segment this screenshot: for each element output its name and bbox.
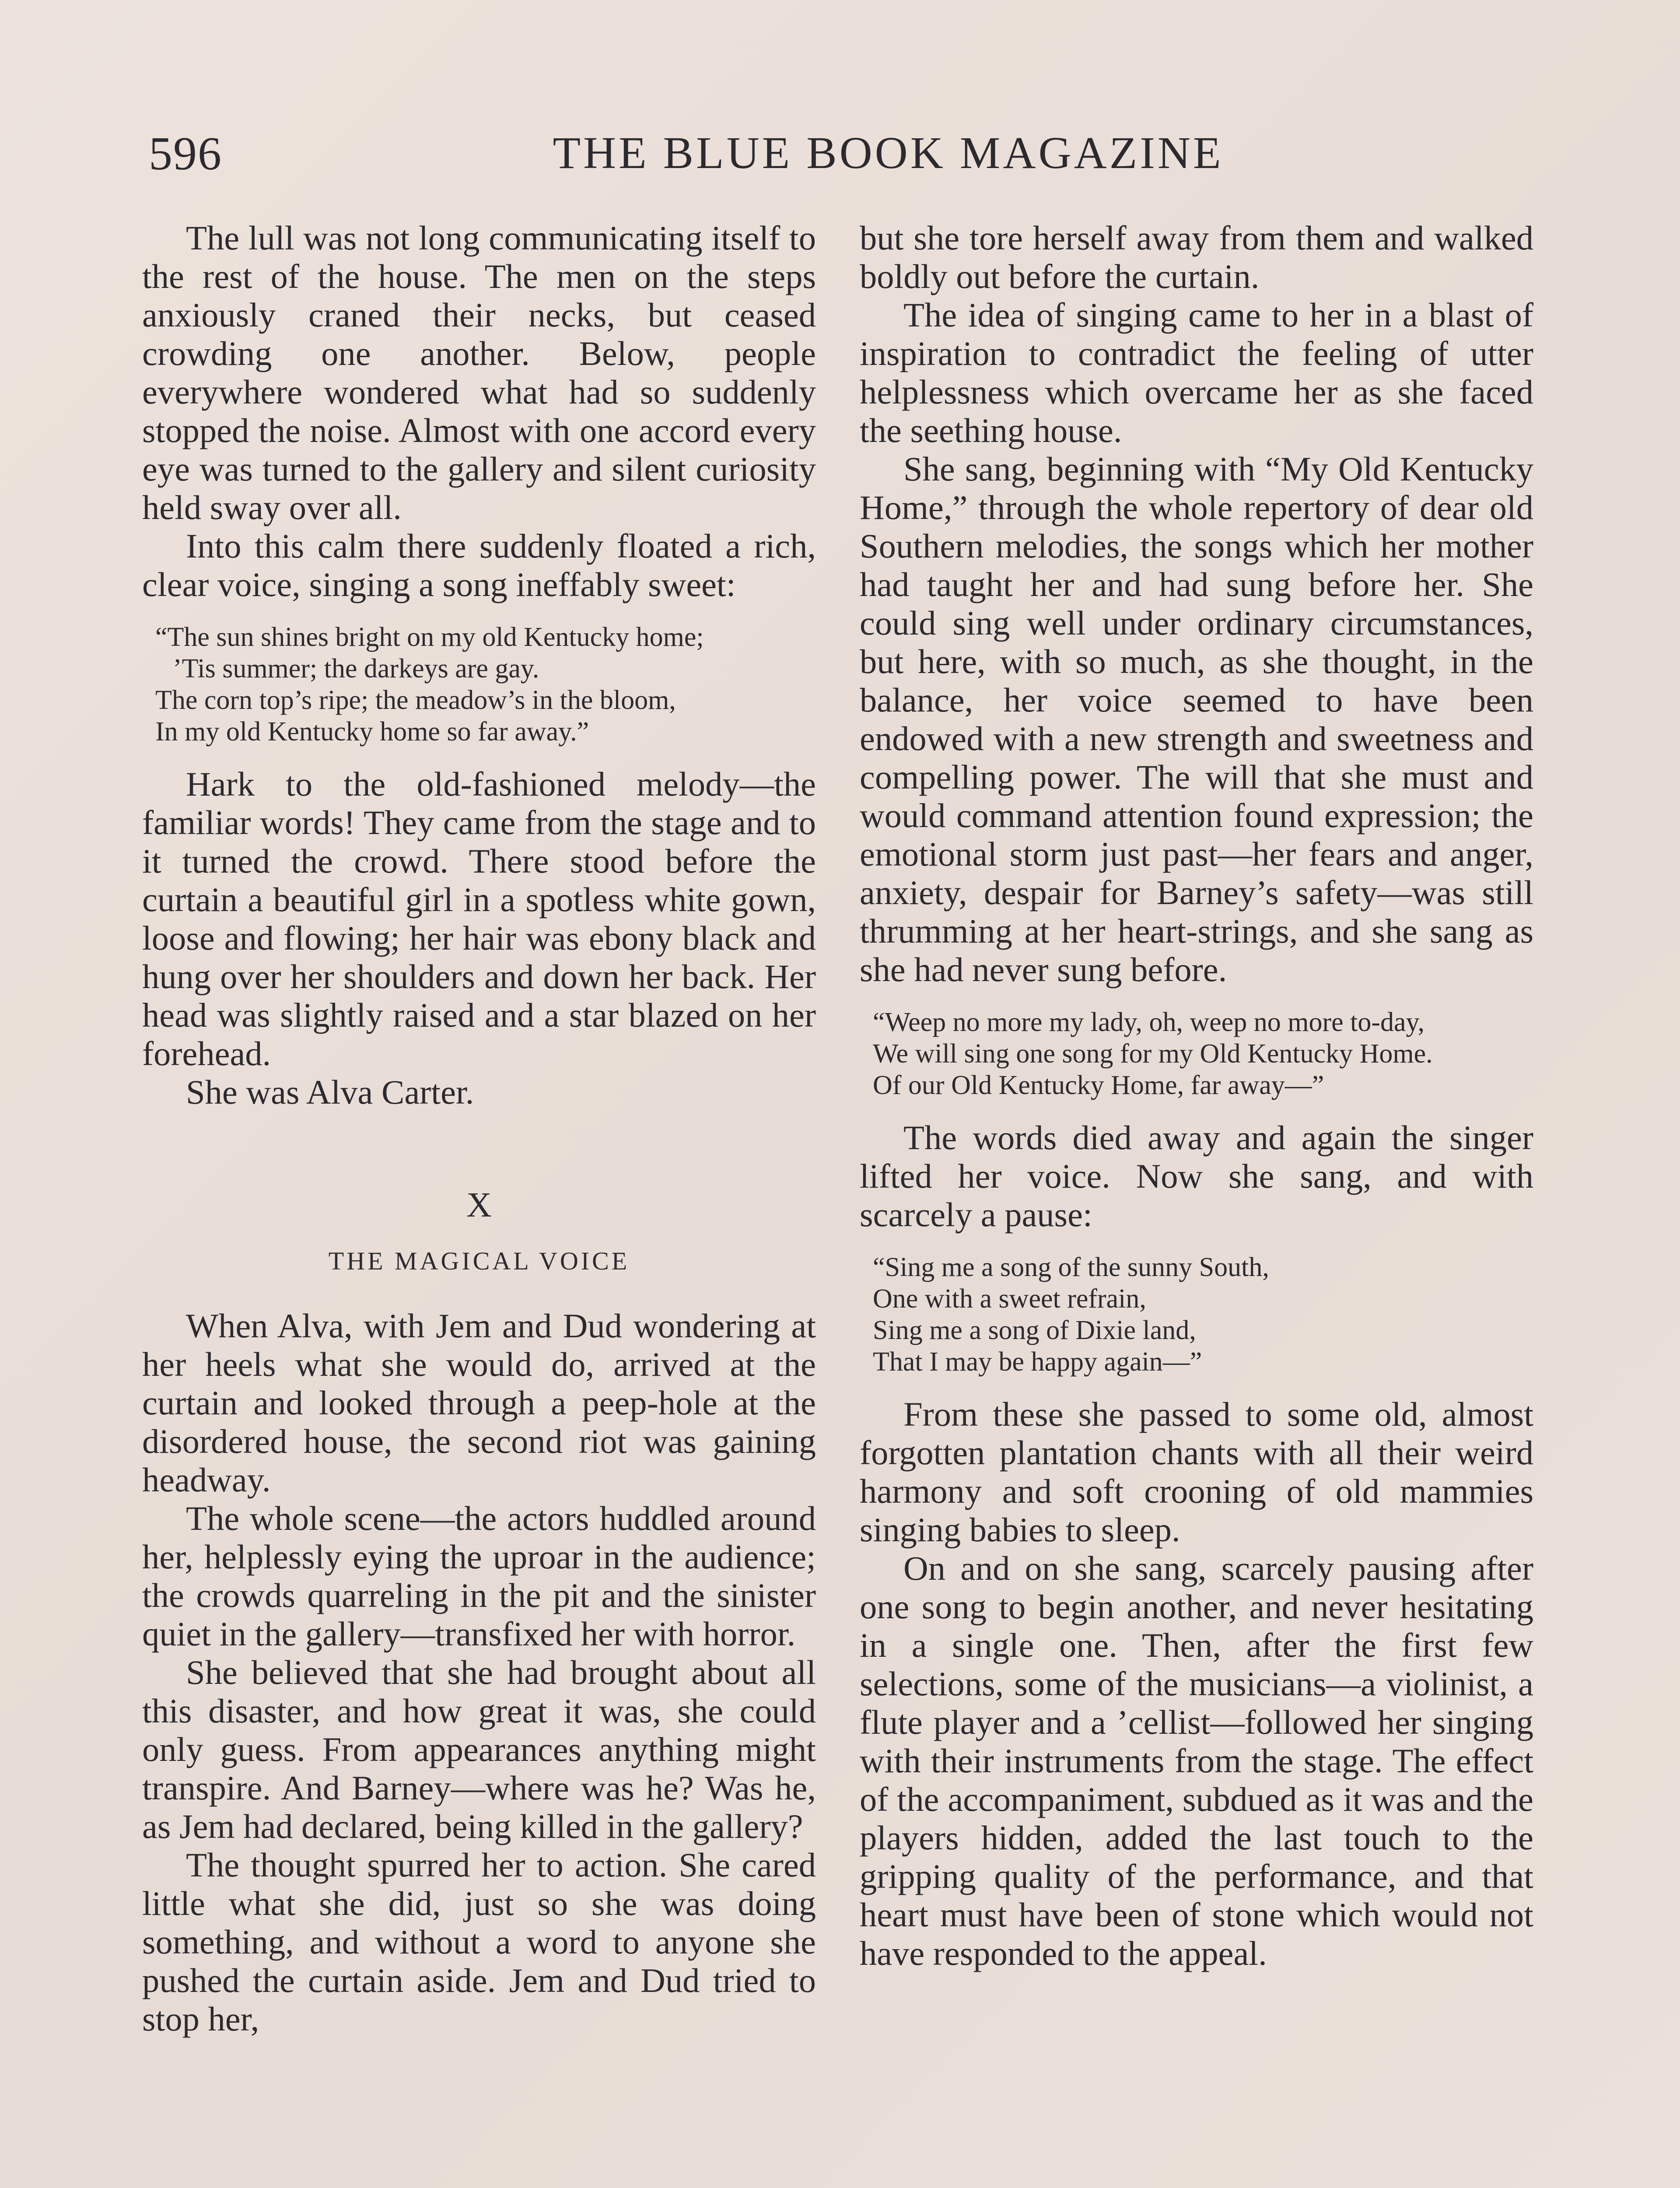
verse-line: “The sun shines bright on my old Kentucky home;: [155, 622, 704, 652]
verse-line: “Sing me a song of the sunny South,: [873, 1252, 1269, 1282]
paragraph: The thought spurred her to action. She cared little what she did, just so she was doing something, and without a word to anyone she pushed the curtain aside. Jem and Dud tried to stop her,: [142, 1846, 816, 2038]
verse-line: “Weep no more my lady, oh, weep no more to-day,: [873, 1007, 1425, 1037]
paragraph: but she tore herself away from them and walked boldly out before the curtain.: [860, 219, 1533, 295]
verse-line: Of our Old Kentucky Home, far away—”: [873, 1070, 1324, 1100]
chapter-title: THE MAGICAL VOICE: [328, 1247, 630, 1275]
paragraph: From these she passed to some old, almost forgotten plantation chants with all their weird harmony and soft crooning of old mammies singing babies to sleep.: [860, 1395, 1533, 1549]
verse-line: That I may be happy again—”: [873, 1347, 1202, 1377]
paragraph: Into this calm there suddenly floated a rich, clear voice, singing a song ineffably sweet:: [142, 527, 816, 603]
verse-line: Sing me a song of Dixie land,: [873, 1315, 1196, 1345]
verse-line: We will sing one song for my Old Kentucky Home.: [873, 1039, 1433, 1069]
paragraph: The words died away and again the singer lifted her voice. Now she sang, and with scarcely a pause:: [860, 1119, 1533, 1234]
page-header: [149, 127, 1531, 188]
chapter-number: X: [466, 1186, 492, 1224]
left-column: [142, 219, 816, 2038]
paragraph: The whole scene—the actors huddled around her, helplessly eying the uproar in the audience; the crowds quarreling in the pit and the sinister quiet in the gallery—transfixed her with horror.: [142, 1499, 816, 1653]
verse-line: In my old Kentucky home so far away.”: [155, 717, 589, 747]
verse-line: One with a sweet refrain,: [873, 1284, 1146, 1314]
verse-line: ’Tis summer; the darkeys are gay.: [173, 654, 539, 684]
verse-block: [860, 1252, 1533, 1378]
verse-block: [142, 621, 816, 747]
paragraph: The idea of singing came to her in a blast of inspiration to contradict the feeling of utter helplessness which overcame her as she faced the seething house.: [860, 296, 1533, 449]
paragraph: Hark to the old-fashioned melody—the familiar words! They came from the stage and to it turned the crowd. There stood before the curtain a beautiful girl in a spotless white gown, loose and flowing; her hair was ebony black and hung over her shoulders and down her back. Her head was slightly raised and a star blazed on her forehead.: [142, 765, 816, 1073]
paragraph: She was Alva Carter.: [186, 1073, 474, 1111]
verse-line: The corn top’s ripe; the meadow’s in the bloom,: [155, 685, 676, 715]
paragraph: When Alva, with Jem and Dud wondering at her heels what she would do, arrived at the curtain and looked through a peep-hole at the disordered house, the second riot was gaining headway.: [142, 1307, 816, 1499]
page-number: 596: [149, 128, 222, 180]
paragraph: She believed that she had brought about all this disaster, and how great it was, she could only guess. From appearances anything might transpire. And Barney—where was he? Was he, as Jem had declared, being killed in the gallery?: [142, 1653, 816, 1845]
running-title: THE BLUE BOOK MAGAZINE: [553, 128, 1224, 178]
paragraph: She sang, beginning with “My Old Kentucky Home,” through the whole repertory of dear old Southern melodies, the songs which her mother had taught her and had sung before her. She could sing well under ordinary circumstances, but here, with so much, as she thought, in the balance, her voice seemed to have been endowed with a new strength and sweetness and compelling power. The will that she must and would command attention found expression; the emotional storm just past—her fears and anger, anxiety, despair for Barney’s safety—was still thrumming at her heart-strings, and she sang as she had never sung before.: [860, 450, 1533, 989]
paragraph: On and on she sang, scarcely pausing after one song to begin another, and never hesitating in a single one. Then, after the first few selections, some of the musicians—a violinist, a flute player and a ’cellist—followed her singing with their instruments from the stage. The effect of the accompaniment, subdued as it was and the players hidden, added the last touch to the gripping quality of the performance, and that heart must have been of stone which would not have responded to the appeal.: [860, 1549, 1533, 1972]
right-column: [860, 219, 1533, 1973]
verse-block: [860, 1006, 1533, 1101]
paragraph: The lull was not long communicating itself to the rest of the house. The men on the steps anxiously craned their necks, but ceased crowding one another. Below, people everywhere wondered what had so suddenly stopped the noise. Almost with one accord every eye was turned to the gallery and silent curiosity held sway over all.: [142, 219, 816, 526]
